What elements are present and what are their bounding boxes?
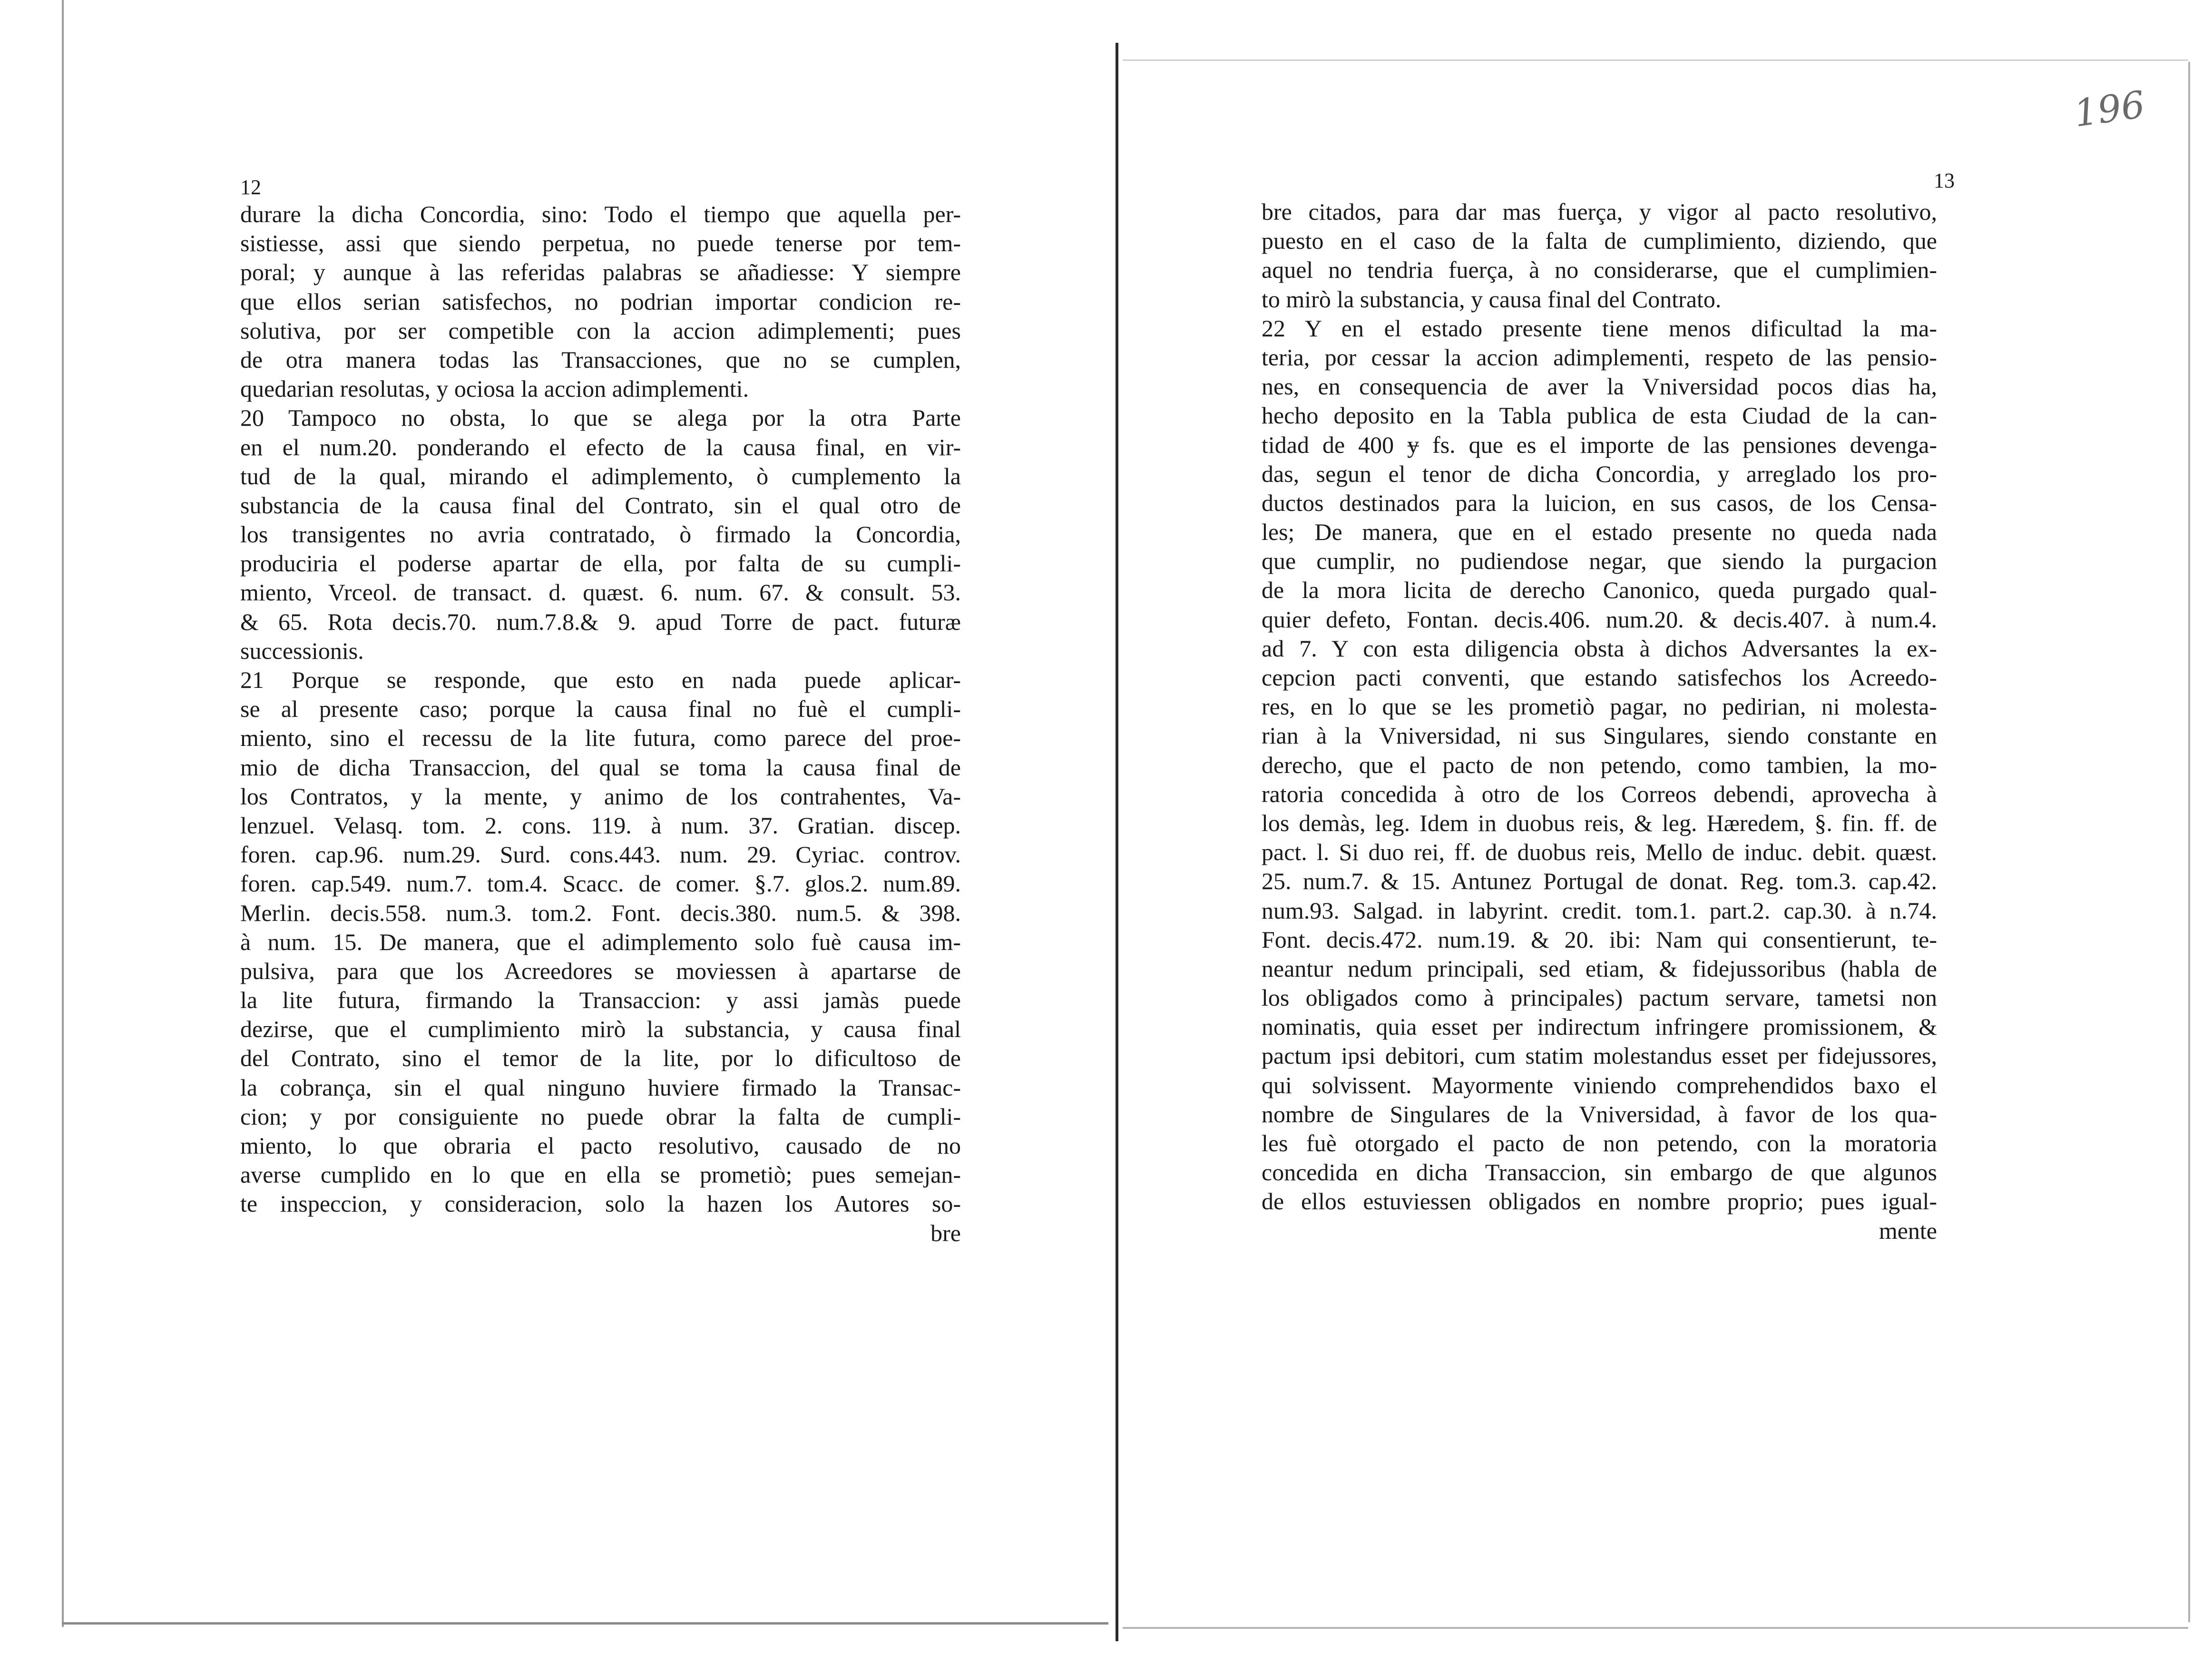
text-line: 25. num.7. & 15. Antunez Portugal de donat. Reg. tom.3. cap.42. bbox=[1262, 868, 1937, 895]
text-line: ratoria concedida à otro de los Correos debendi, aprovecha à bbox=[1262, 780, 1937, 807]
text-line: tidad de 400 ɏ fs. que es el importe de las pensiones devenga- bbox=[1262, 431, 1937, 458]
text-line: rian à la Vniversidad, ni sus Singulares, siendo constante en bbox=[1262, 722, 1937, 749]
right-page-bottom-edge bbox=[1123, 1627, 2188, 1629]
text-line: en el num.20. ponderando el efecto de la causa final, en vir- bbox=[240, 433, 961, 460]
text-line: mente bbox=[1879, 1217, 1937, 1244]
left-page-number: 12 bbox=[240, 176, 261, 199]
text-line: Font. decis.472. num.19. & 20. ibi: Nam qui consentierunt, te- bbox=[1262, 926, 1937, 953]
right-page-edge bbox=[2188, 62, 2190, 1622]
text-line: substancia de la causa final del Contrato, sin el qual otro de bbox=[240, 491, 961, 519]
text-line: pact. l. Si duo rei, ff. de duobus reis, Mello de induc. debit. quæst. bbox=[1262, 839, 1937, 866]
text-line: successionis. bbox=[240, 637, 364, 664]
text-line: les; De manera, que en el estado presente no queda nada bbox=[1262, 519, 1937, 546]
text-line: sistiesse, assi que siendo perpetua, no puede tenerse por tem- bbox=[240, 230, 961, 257]
text-line: durare la dicha Concordia, sino: Todo el tiempo que aquella per- bbox=[240, 201, 961, 227]
text-line: quedarian resolutas, y ociosa la accion adimplementi. bbox=[240, 375, 749, 402]
text-line: miento, sino el recessu de la lite futura, como parece del proe- bbox=[240, 725, 961, 752]
text-line: de otra manera todas las Transacciones, que no se cumplen, bbox=[240, 346, 961, 373]
text-line: te inspeccion, y consideracion, solo la hazen los Autores so- bbox=[240, 1190, 961, 1217]
text-line: del Contrato, sino el temor de la lite, por lo dificultoso de bbox=[240, 1045, 961, 1072]
text-line: das, segun el tenor de dicha Concordia, y arreglado los pro- bbox=[1262, 460, 1937, 487]
text-line: derecho, que el pacto de non petendo, como tambien, la mo- bbox=[1262, 751, 1937, 778]
text-line: les fuè otorgado el pacto de non petendo, con la moratoria bbox=[1262, 1130, 1937, 1156]
book-gutter bbox=[1116, 43, 1118, 1641]
text-line: & 65. Rota decis.70. num.7.8.& 9. apud Torre de pact. futuræ bbox=[240, 608, 961, 635]
text-line: los obligados como à principales) pactum servare, tametsi non bbox=[1262, 984, 1937, 1011]
text-line: bre citados, para dar mas fuerça, y vigor al pacto resolutivo, bbox=[1262, 198, 1937, 225]
text-line: hecho deposito en la Tabla publica de esta Ciudad de la can- bbox=[1262, 402, 1937, 429]
right-page-body bbox=[1262, 197, 1937, 1245]
text-line: dezirse, que el cumplimiento mirò la substancia, y causa final bbox=[240, 1016, 961, 1043]
text-line: solutiva, por ser competible con la accion adimplementi; pues bbox=[240, 317, 961, 344]
text-line: nes, en consequencia de aver la Vniversidad pocos dias ha, bbox=[1262, 373, 1937, 400]
text-line: aquel no tendria fuerça, à no considerarse, que el cumplimien- bbox=[1262, 256, 1937, 284]
left-page-bottom-edge bbox=[62, 1622, 1108, 1625]
text-line: miento, Vrceol. de transact. d. quæst. 6. num. 67. & consult. 53. bbox=[240, 579, 961, 606]
text-line: quier defeto, Fontan. decis.406. num.20. & decis.407. à num.4. bbox=[1262, 606, 1937, 633]
text-line: qui solvissent. Mayormente viniendo comprehendidos baxo el bbox=[1262, 1071, 1937, 1098]
text-line: que cumplir, no pudiendose negar, que siendo la purgacion bbox=[1262, 548, 1937, 575]
text-line: à num. 15. De manera, que el adimplemento solo fuè causa im- bbox=[240, 928, 961, 955]
text-line: lenzuel. Velasq. tom. 2. cons. 119. à num. 37. Gratian. discep. bbox=[240, 812, 961, 839]
text-line: pulsiva, para que los Acreedores se moviessen à apartarse de bbox=[240, 957, 961, 984]
text-line: bre bbox=[930, 1219, 961, 1246]
text-line: 22 Y en el estado presente tiene menos dificultad la ma- bbox=[1262, 314, 1937, 342]
left-page-edge bbox=[62, 0, 64, 1627]
text-line: teria, por cessar la accion adimplementi, respeto de las pensio- bbox=[1262, 343, 1937, 371]
text-line: concedida en dicha Transaccion, sin embargo de que algunos bbox=[1262, 1159, 1937, 1186]
text-line: Merlin. decis.558. num.3. tom.2. Font. decis.380. num.5. & 398. bbox=[240, 899, 961, 926]
text-line: los Contratos, y la mente, y animo de los contrahentes, Va- bbox=[240, 783, 961, 810]
text-line: foren. cap.549. num.7. tom.4. Scacc. de comer. §.7. glos.2. num.89. bbox=[240, 870, 961, 897]
text-line: produciria el poderse apartar de ella, por falta de su cumpli- bbox=[240, 550, 961, 577]
text-line: de ellos estuviessen obligados en nombre proprio; pues igual- bbox=[1262, 1188, 1937, 1215]
text-line: de la mora licita de derecho Canonico, queda purgado qual- bbox=[1262, 577, 1937, 604]
text-line: nombre de Singulares de la Vniversidad, à favor de los qua- bbox=[1262, 1100, 1937, 1127]
text-line: neantur nedum principali, sed etiam, & fidejussoribus (habla de bbox=[1262, 955, 1937, 982]
text-line: ductos destinados para la luicion, en sus casos, de los Censa- bbox=[1262, 489, 1937, 516]
text-line: nominatis, quia esset per indirectum infringere promissionem, & bbox=[1262, 1013, 1937, 1040]
left-page-body bbox=[240, 200, 961, 1248]
text-line: se al presente caso; porque la causa final no fuè el cumpli- bbox=[240, 695, 961, 723]
text-line: puesto en el caso de la falta de cumplimiento, diziendo, que bbox=[1262, 227, 1937, 255]
text-line: 21 Porque se responde, que esto en nada puede aplicar- bbox=[240, 666, 961, 693]
right-page-top-edge bbox=[1123, 59, 2188, 61]
text-line: ad 7. Y con esta diligencia obsta à dichos Adversantes la ex- bbox=[1262, 635, 1937, 662]
text-line: num.93. Salgad. in labyrint. credit. tom.1. part.2. cap.30. à n.74. bbox=[1262, 897, 1937, 924]
text-line: tud de la qual, mirando el adimplemento, ò cumplemento la bbox=[240, 462, 961, 490]
text-line: to mirò la substancia, y causa final del Contrato. bbox=[1262, 285, 1722, 313]
text-line: la lite futura, firmando la Transaccion: y assi jamàs puede bbox=[240, 987, 961, 1014]
text-line: 20 Tampoco no obsta, lo que se alega por la otra Parte bbox=[240, 404, 961, 431]
handwritten-folio-number: 196 bbox=[2071, 83, 2148, 136]
text-line: los transigentes no avria contratado, ò firmado la Concordia, bbox=[240, 521, 961, 548]
text-line: mio de dicha Transaccion, del qual se toma la causa final de bbox=[240, 754, 961, 781]
text-line: los demàs, leg. Idem in duobus reis, & leg. Hæredem, §. fin. ff. de bbox=[1262, 809, 1937, 836]
text-line: res, en lo que se les prometiò pagar, no pedirian, ni molesta- bbox=[1262, 693, 1937, 720]
text-line: cepcion pacti conventi, que estando satisfechos los Acreedo- bbox=[1262, 664, 1937, 691]
right-page-number: 13 bbox=[1934, 169, 1955, 192]
text-line: foren. cap.96. num.29. Surd. cons.443. num. 29. Cyriac. controv. bbox=[240, 841, 961, 868]
text-line: cion; y por consiguiente no puede obrar la falta de cumpli- bbox=[240, 1103, 961, 1130]
text-line: miento, lo que obraria el pacto resolutivo, causado de no bbox=[240, 1132, 961, 1159]
text-line: poral; y aunque à las referidas palabras se añadiesse: Y siempre bbox=[240, 259, 961, 286]
text-line: pactum ipsi debitori, cum statim molestandus esset per fidejussores, bbox=[1262, 1042, 1937, 1069]
text-line: la cobrança, sin el qual ninguno huviere firmado la Transac- bbox=[240, 1074, 961, 1101]
text-line: averse cumplido en lo que en ella se prometiò; pues semejan- bbox=[240, 1161, 961, 1188]
text-line: que ellos serian satisfechos, no podrian importar condicion re- bbox=[240, 288, 961, 315]
